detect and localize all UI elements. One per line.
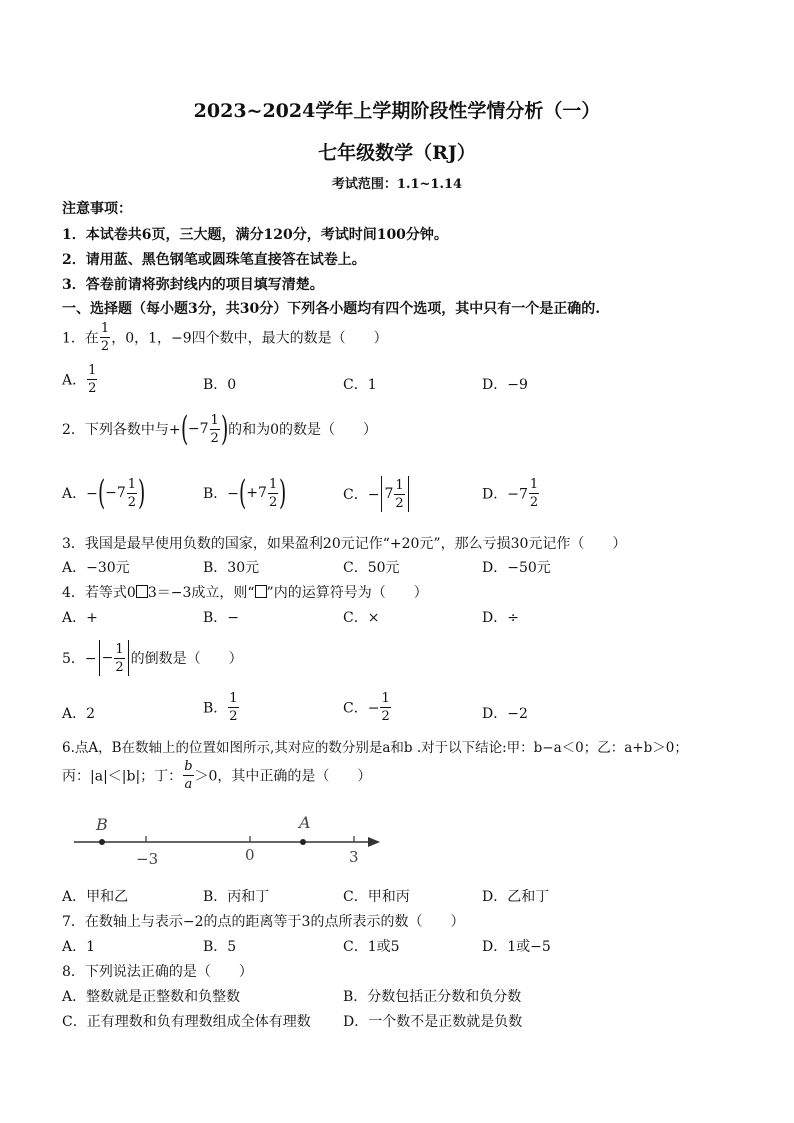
label-b: B [96,815,108,834]
option-d[interactable]: D．乙和丁 [482,889,550,905]
option-c[interactable]: C．− 7 $\frac{1}{2}$ [343,476,411,512]
option-c[interactable]: C．× [343,610,380,626]
label-a: A [299,813,311,832]
option-b[interactable]: B．− [203,610,240,626]
option-d[interactable]: D．1或−5 [482,939,551,955]
option-a[interactable]: A．2 [62,706,96,722]
exam-scope: 考试范围：1.1~1.14 [331,177,463,192]
exam-title: 2023~2024学年上学期阶段性学情分析（一） [193,100,601,122]
option-c[interactable]: C．甲和丙 [343,889,410,905]
option-d[interactable]: D．−50元 [482,560,551,576]
question-3-stem: 3．我国是最早使用负数的国家，如果盈利20元记作“+20元”，那么亏损30元记作（ ） [62,536,627,552]
option-d[interactable]: D．一个数不是正数就是负数 [343,1014,523,1030]
question-6-stem: 6.点A，B在数轴上的位置如图所示,其对应的数分别是a和b .对于以下结论:甲：b−a＜0；乙：a+b＞0； [62,740,688,756]
question-8-stem: 8．下列说法正确的是（ ） [62,964,253,980]
option-c[interactable]: C．1 [343,377,377,393]
question-5-stem: 5．− − $\frac{1}{2}$ 的倒数是（ ） [62,641,243,675]
tick-label: 3 [349,848,359,866]
notes-heading: 注意事项： [62,201,132,217]
blank-box [255,585,267,598]
point-b [99,839,105,845]
question-6-stem-line2: 丙：|a|＜|b|；丁： $\frac{b}{a}$ ＞0，其中正确的是（ ） [62,759,372,792]
option-d[interactable]: D．−2 [482,706,528,722]
option-c[interactable]: C．正有理数和负有理数组成全体有理数 [62,1014,311,1030]
option-d[interactable]: D．÷ [482,610,519,626]
option-a[interactable]: A．+ [62,610,98,626]
option-c[interactable]: C．50元 [343,560,400,576]
tick-label: −3 [136,850,159,868]
blank-box [136,585,148,598]
option-d[interactable]: D．−7 $\frac{1}{2}$ [482,477,539,510]
note-item: 2．请用蓝、黑色钢笔或圆珠笔直接答在试卷上。 [62,252,366,268]
option-c[interactable]: C．− $\frac{1}{2}$ [343,691,390,724]
option-a[interactable]: A．整数就是正整数和负整数 [62,989,241,1005]
number-line-figure [62,810,392,872]
option-d[interactable]: D．−9 [482,377,528,393]
option-a[interactable]: A．−(−7 $\frac{1}{2}$ ) [62,473,146,513]
option-a[interactable]: A．−30元 [62,560,130,576]
option-c[interactable]: C．1或5 [343,939,400,955]
option-a[interactable]: A．1 [62,939,96,955]
option-b[interactable]: B．−(+7 $\frac{1}{2}$ ) [203,473,287,513]
option-b[interactable]: B．0 [203,377,237,393]
question-7-stem: 7．在数轴上与表示−2的点的距离等于3的点所表示的数（ ） [62,914,465,930]
option-a[interactable]: A． $\frac{1}{2}$ [62,363,97,396]
note-item: 1．本试卷共6页，三大题，满分120分，考试时间100分钟。 [62,227,448,243]
question-1-stem: 1．在 $\frac{1}{2}$ ，0，1，−9四个数中，最大的数是（ ） [62,321,388,354]
option-a[interactable]: A．甲和乙 [62,889,129,905]
option-b[interactable]: B．丙和丁 [203,889,270,905]
question-2-stem: 2．下列各数中与+(−7 $\frac{1}{2}$ )的和为0的数是（ ） [62,409,378,449]
tick-label: 0 [245,846,255,864]
section-heading: 一、选择题（每小题3分，共30分）下列各小题均有四个选项，其中只有一个是正确的. [62,301,601,317]
fraction: $\frac{1}{2}$ [100,321,110,354]
exam-subtitle: 七年级数学（RJ） [318,142,476,164]
option-b[interactable]: B．分数包括正分数和负分数 [343,989,522,1005]
option-b[interactable]: B． $\frac{1}{2}$ [203,691,238,724]
option-b[interactable]: B．5 [203,939,237,955]
point-a [300,839,306,845]
question-4-stem: 4．若等式0 3＝−3成立，则“ ”内的运算符号为（ ） [62,585,428,601]
option-b[interactable]: B．30元 [203,560,260,576]
note-item: 3．答卷前请将弥封线内的项目填写清楚。 [62,277,324,293]
